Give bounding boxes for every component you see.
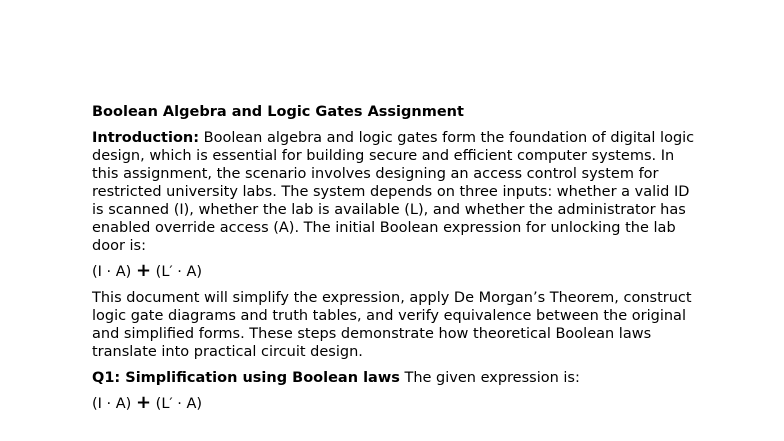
expression-right-term: (L′ · A): [151, 396, 203, 412]
expression-right-term: (L′ · A): [151, 264, 203, 280]
introduction-label: Introduction:: [92, 130, 200, 146]
introduction-text: Boolean algebra and logic gates form the foundation of digital logic design, which is essential for building secure and efficient computer systems. In this assignment, the scenario involves designing an access control system for restricted university labs. The system depends on three inputs: whether a valid ID is scanned (I), whether the lab is available (L), and whether the administrator has enabled override access (A). The initial Boolean expression for unlocking the lab door is:: [92, 130, 695, 254]
expression-left-term: (I · A): [92, 264, 136, 280]
q1-paragraph: [92, 369, 702, 387]
expression-or-operator: +: [135, 392, 152, 413]
document-body: [92, 103, 702, 421]
expression-or-operator: +: [135, 260, 152, 281]
introduction-paragraph: [92, 129, 702, 255]
boolean-expression-q1: [92, 392, 702, 413]
document-title: Boolean Algebra and Logic Gates Assignment: [92, 104, 464, 120]
expression-left-term: (I · A): [92, 396, 136, 412]
q1-text: The given expression is:: [399, 370, 580, 386]
boolean-expression-initial: [92, 260, 702, 281]
overview-paragraph: This document will simplify the expression, apply De Morgan’s Theorem, construct logic gate diagrams and truth tables, and verify equivalence between the original and simplified forms. These steps demonstrate how theoretical Boolean laws translate into practical circuit design.: [92, 290, 692, 360]
q1-heading: Q1: Simplification using Boolean laws: [92, 370, 400, 386]
